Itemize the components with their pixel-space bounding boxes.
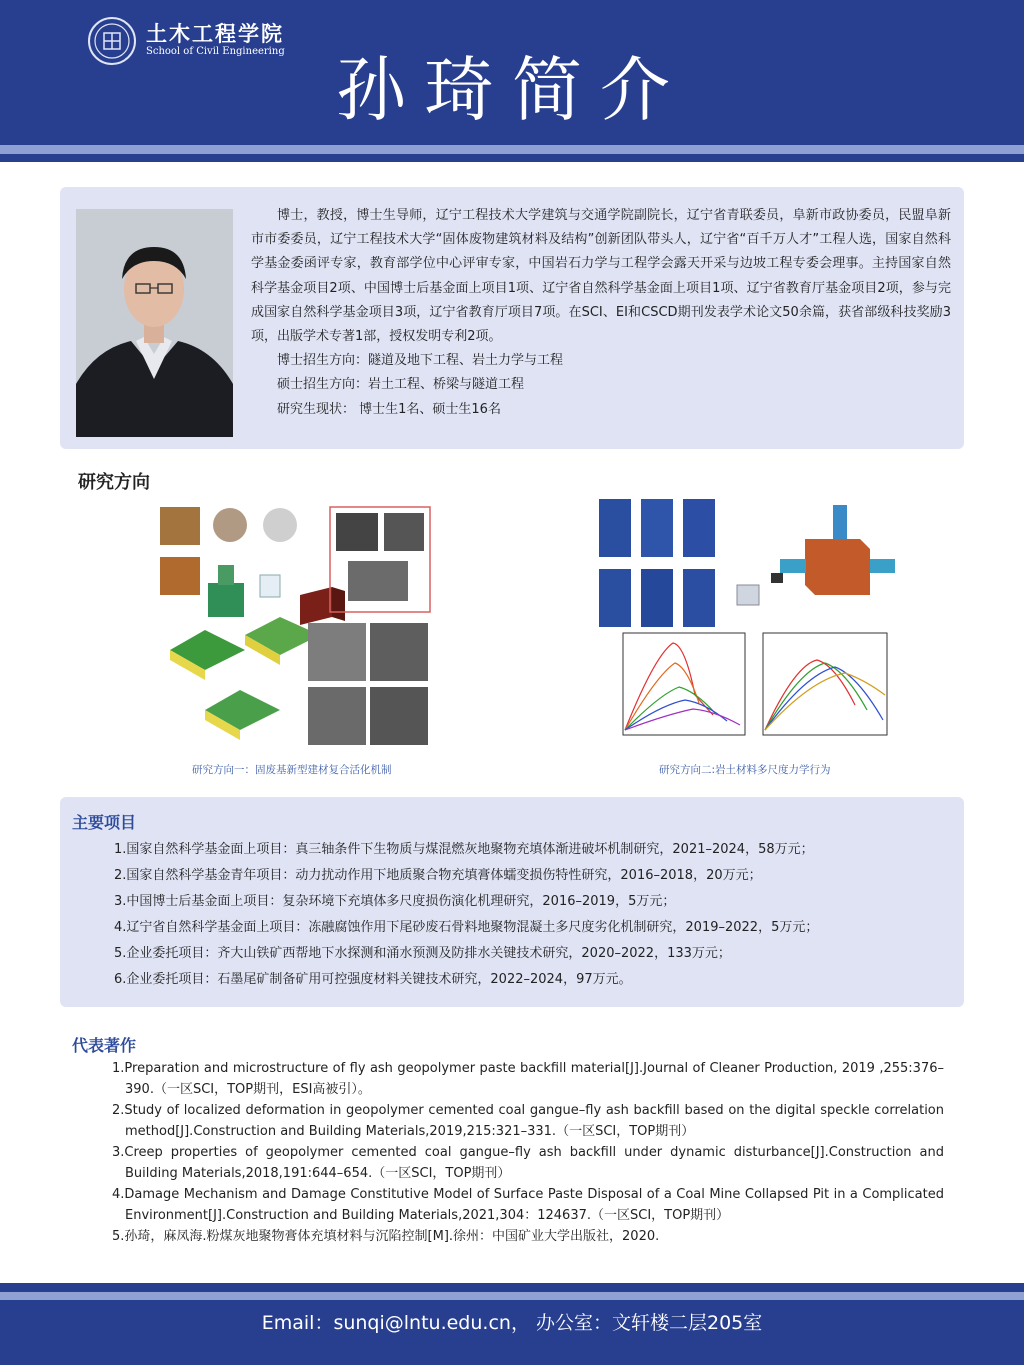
research-title: 研究方向 <box>78 472 150 493</box>
list-item: 2.Study of localized deformation in geopolymer cemented coal gangue–fly ash backfill based on the digital speckle correlation method[J].Construction and Building Materials,2019,215:321–331.（一区SCI，TOP期刊） <box>112 1103 944 1139</box>
school-name-en: School of Civil Engineering <box>146 46 285 57</box>
footer-contact <box>0 1300 1024 1365</box>
portrait-photo <box>76 209 233 437</box>
profile-card <box>60 187 964 449</box>
school-name-cn: 土木工程学院 <box>146 21 284 46</box>
bio-paragraph: 博士，教授，博士生导师，辽宁工程技术大学建筑与交通学院副院长，辽宁省青联委员，阜新市政协委员，民盟阜新市市委委员，辽宁工程技术大学“固体废物建筑材料及结构”创新团队带头人，辽宁省“百千万人才”工程人选，国家自然科学基金委函评专家，教育部学位中心评审专家，中国岩石力学与工程学会露天开采与边坡工程专委会理事。主持国家自然科学基金项目2项、中国博士后基金面上项目1项、辽宁省自然科学基金面上项目1项、辽宁省教育厅基金项目2项，参与完成国家自然科学基金项目3项，辽宁省教育厅项目7项。在SCI、EI和CSCD期刊发表学术论文50余篇，获省部级科技奖励3项，出版学术专著1部，授权发明专利2项。 <box>251 208 951 345</box>
header-divider <box>0 154 1024 162</box>
footer-divider <box>0 1292 1024 1300</box>
list-item: 5.孙琦，麻凤海.粉煤灰地聚物膏体充填材料与沉陷控制[M].徐州：中国矿业大学出版社，2020. <box>112 1229 660 1244</box>
list-item: 1.Preparation and microstructure of fly ash geopolymer paste backfill material[J].Journal of Cleaner Production, 2019 ,255:376–390.（一区SCI，TOP期刊，ESI高被引）。 <box>112 1061 944 1097</box>
list-item: 2.国家自然科学基金青年项目：动力扰动作用下地质聚合物充填膏体蠕变损伤特性研究，2016–2018，20万元； <box>114 868 762 883</box>
projects-panel <box>60 797 964 1007</box>
list-item: 3.中国博士后基金面上项目：复杂环境下充填体多尺度损伤演化机理研究，2016–2019，5万元； <box>114 894 676 909</box>
publications-title: 代表著作 <box>72 1036 137 1055</box>
student-status: 研究生现状： 博士生1名、硕士生16名 <box>277 401 501 417</box>
list-item: 6.企业委托项目：石墨尾矿制备矿用可控强度材料关键技术研究，2022–2024，97万元。 <box>114 972 632 987</box>
contact-info: Email：sunqi@lntu.edu.cn， 办公室：文轩楼二层205室 <box>261 1312 763 1334</box>
footer-divider <box>0 1283 1024 1292</box>
publications-list <box>112 1058 944 1247</box>
projects-title: 主要项目 <box>72 813 137 832</box>
master-direction: 硕士招生方向：岩土工程、桥梁与隧道工程 <box>277 377 525 393</box>
list-item: 5.企业委托项目：齐大山铁矿西帮地下水探测和涌水预测及防排水关键技术研究，2020–2022，133万元； <box>114 946 731 961</box>
projects-list <box>114 837 954 993</box>
header-banner <box>0 0 1024 145</box>
research-figure-2 <box>595 495 895 755</box>
list-item: 4.辽宁省自然科学基金面上项目：冻融腐蚀作用下尾砂废石骨料地聚物混凝土多尺度劣化机制研究，2019–2022，5万元； <box>114 920 819 935</box>
phd-direction: 博士招生方向：隧道及地下工程、岩土力学与工程 <box>277 353 564 369</box>
list-item: 3.Creep properties of geopolymer cemented coal gangue–fly ash backfill under dynamic disturbance[J].Construction and Building Materials,2018,191:644–654.（一区SCI，TOP期刊） <box>112 1145 944 1181</box>
header-divider <box>0 145 1024 154</box>
page-title: 孙琦简介 <box>336 49 688 131</box>
list-item: 4.Damage Mechanism and Damage Constitutive Model of Surface Paste Disposal of a Coal Mine Collapsed Pit in a Complicated Environment[J].Construction and Building Materials,2021,304：124637.（一区SCI，TOP期刊） <box>112 1187 944 1223</box>
research-caption-1: 研究方向一：固废基新型建材复合活化机制 <box>192 764 392 776</box>
biography <box>251 204 951 422</box>
list-item: 1.国家自然科学基金面上项目：真三轴条件下生物质与煤混燃灰地聚物充填体渐进破坏机制研究，2021–2024，58万元； <box>114 842 814 857</box>
research-figure-1 <box>160 505 432 755</box>
research-caption-2: 研究方向二:岩土材料多尺度力学行为 <box>659 764 831 776</box>
